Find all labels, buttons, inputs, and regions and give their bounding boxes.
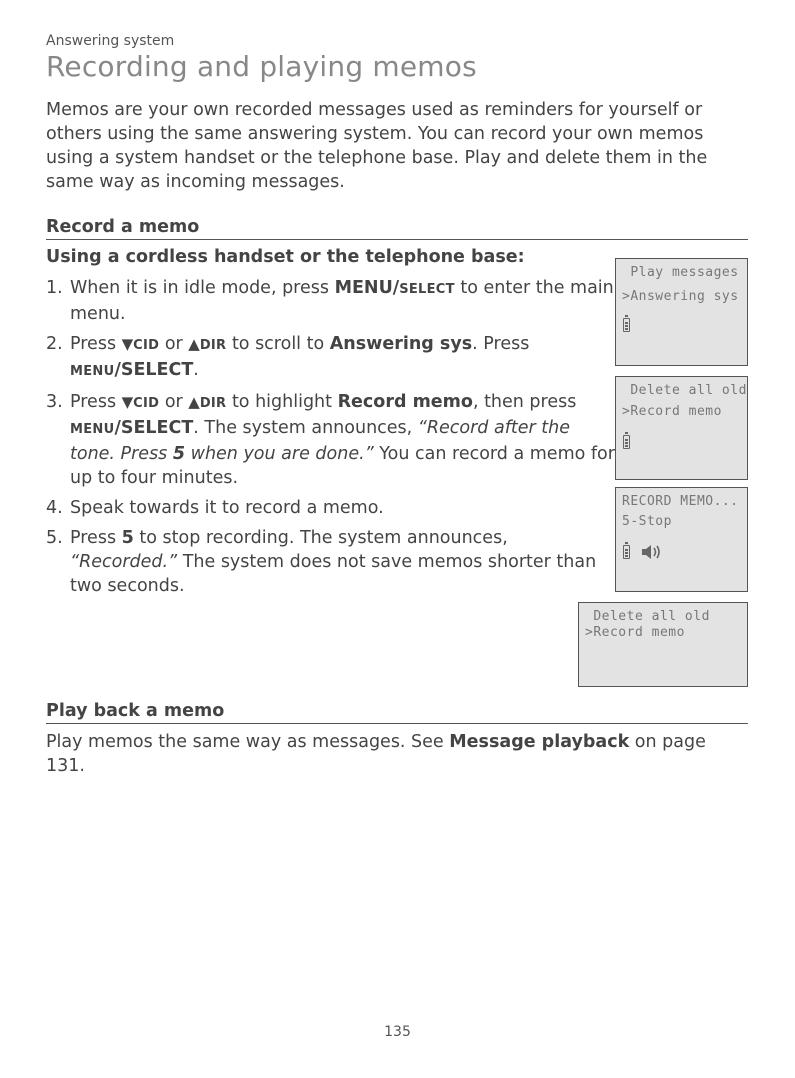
speaker-icon [640,543,662,561]
lcd-screen-2 [615,376,748,480]
lcd-line: >Record memo [585,625,685,640]
step-5: 5. Press 5 to stop recording. The system announces, “Recorded.” The system does not save memos shorter than two seconds. [46,528,597,596]
up-arrow-icon: ▲ [188,335,200,353]
recorded-quote: “Recorded.” [70,552,178,572]
lcd-screen-3 [615,487,748,592]
lcd-line: 5-Stop [622,514,672,529]
step-2: 2. Press ▼CID or ▲DIR to scroll to Answering sys. Press MENU/SELECT. [46,334,530,380]
dir-key: DIR [199,396,227,411]
announcement-quote: “Record after the tone. Press [70,418,570,464]
lcd-line: >Answering sys [622,289,739,304]
step-3: 3. Press ▼CID or ▲DIR to highlight Record memo, then press MENU/SELECT. The system announces, “Record after the tone. Press 5 when you are done.” You can record a memo for up to four minutes. [46,392,615,488]
record-memo-subheading: Using a cordless handset or the telephone base: [46,247,525,267]
record-memo-heading: Record a memo [46,216,748,240]
answering-sys-label: Answering sys [329,334,473,354]
page-number: 135 [384,1024,411,1040]
down-arrow-icon: ▼ [121,335,134,353]
cid-key: CID [133,396,160,411]
up-arrow-icon: ▲ [188,393,200,411]
section-label: Answering system [46,33,175,49]
select-key: /SELECT [114,360,194,380]
record-steps-list [46,276,616,604]
lcd-line: RECORD MEMO... [622,494,739,509]
lcd-line: Delete all old [585,609,710,624]
select-key: SELECT [399,282,455,297]
lcd-screen-4 [578,602,748,687]
menu-key: MENU [70,364,115,379]
menu-key: MENU [70,422,115,437]
lcd-line: Play messages [622,265,739,280]
menu-key: MENU/ [334,278,400,298]
message-playback-link[interactable]: Message playback [449,732,630,752]
lcd-line: >Record memo [622,404,722,419]
key-5: 5 [121,528,134,548]
down-arrow-icon: ▼ [121,393,134,411]
lcd-screen-1 [615,258,748,366]
step-1: 1. When it is in idle mode, press MENU/SELECT to enter the main menu. [46,278,614,324]
play-back-memo-heading: Play back a memo [46,700,748,724]
step-4: 4. Speak towards it to record a memo. [46,498,384,518]
page-title: Recording and playing memos [46,50,477,83]
cid-key: CID [133,338,160,353]
dir-key: DIR [199,338,227,353]
intro-paragraph: Memos are your own recorded messages used as reminders for yourself or others using the same answering system. You can record your own memos using a system handset or the telephone base. Play and delete them in the same way as incoming messages. [46,100,708,192]
select-key: /SELECT [114,418,194,438]
lcd-line: Delete all old [622,383,747,398]
key-5: 5 [172,444,186,464]
battery-icon [623,435,630,449]
battery-icon [623,318,630,332]
playback-paragraph: Play memos the same way as messages. See Message playback on page 131. [46,732,706,776]
battery-icon [623,545,630,559]
record-memo-label: Record memo [337,392,473,412]
